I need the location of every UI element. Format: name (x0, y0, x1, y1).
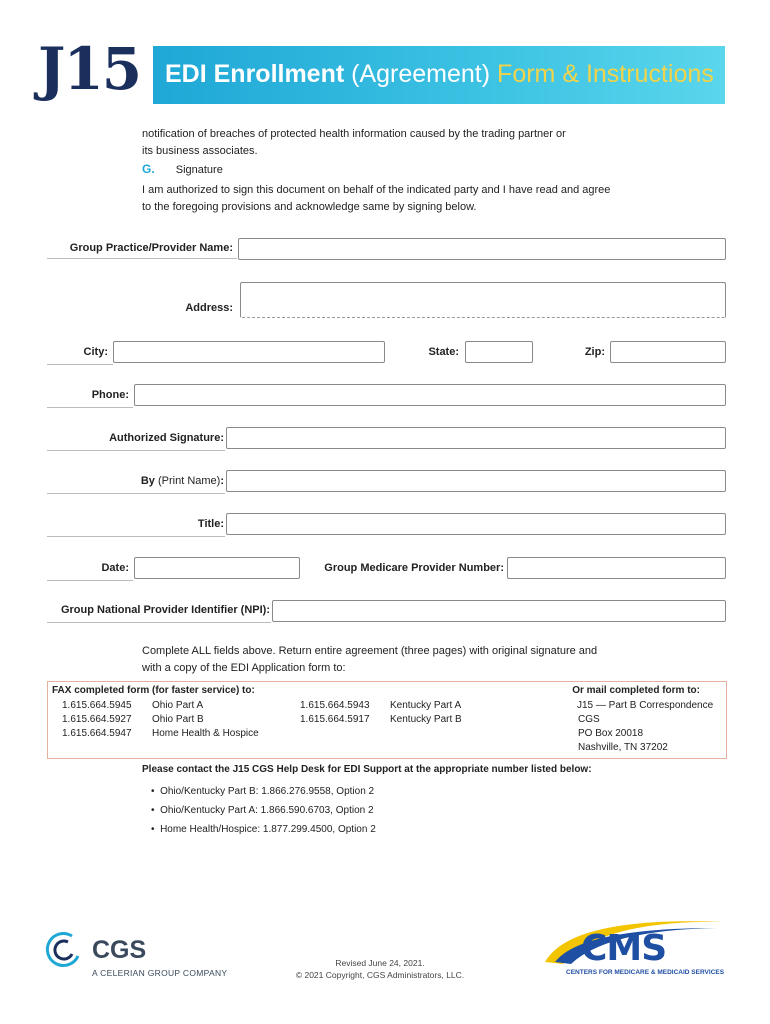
medicare-number-label: Group Medicare Provider Number: (324, 562, 504, 574)
fax-label: Ohio Part B (152, 714, 204, 725)
helpdesk-item: • Home Health/Hospice: 1.877.299.4500, Option 2 (151, 824, 376, 835)
cgs-logo-subtitle: A CELERIAN GROUP COMPANY (92, 968, 228, 978)
group-name-label: Group Practice/Provider Name: (69, 242, 233, 254)
print-name-label (141, 475, 224, 487)
fax-label: Kentucky Part A (390, 700, 462, 711)
mail-line: PO Box 20018 (578, 728, 644, 739)
city-field[interactable] (113, 341, 385, 363)
state-label: State: (428, 346, 459, 358)
fax-mail-box (47, 681, 727, 759)
colon: : (220, 475, 224, 487)
auth-line: to the foregoing provisions and acknowledge same by signing below. (142, 201, 477, 213)
cgs-logo-text: CGS (92, 936, 147, 964)
intro-line: notification of breaches of protected health information caused by the trading partner or (142, 128, 566, 140)
fax-label: Kentucky Part B (390, 714, 462, 725)
divider (47, 622, 271, 623)
helpdesk-item: • Ohio/Kentucky Part B: 1.866.276.9558, Option 2 (151, 786, 375, 797)
instructions-line: Complete ALL fields above. Return entire agreement (three pages) with original signature and (142, 645, 598, 657)
mail-address (577, 699, 713, 755)
section-heading (142, 161, 223, 179)
section-letter: G. (142, 162, 155, 176)
city-label: City: (83, 346, 108, 358)
address-label: Address: (185, 302, 233, 314)
helpdesk-text: Ohio/Kentucky Part B: 1.866.276.9558, Option 2 (160, 786, 375, 797)
mail-line: Nashville, TN 37202 (578, 742, 668, 753)
mail-line: J15 — Part B Correspondence (577, 700, 714, 711)
divider (47, 450, 225, 451)
fax-number: 1.615.664.5943 (300, 700, 370, 711)
fax-list-1 (62, 699, 259, 741)
cms-subtitle: CENTERS FOR MEDICARE & MEDICAID SERVICES (566, 969, 725, 976)
title-bold: EDI Enrollment (165, 60, 345, 88)
section-title: Signature (175, 164, 223, 176)
title-label: Title: (197, 518, 224, 530)
helpdesk-text: Ohio/Kentucky Part A: 1.866.590.6703, Option 2 (160, 805, 374, 816)
helpdesk-list (151, 782, 376, 839)
mail-line: CGS (578, 714, 600, 725)
fax-list-2 (300, 699, 462, 727)
title-bar (153, 46, 725, 104)
address-field[interactable] (240, 282, 726, 318)
helpdesk-item: • Ohio/Kentucky Part A: 1.866.590.6703, Option 2 (151, 805, 374, 816)
revised-date: Revised June 24, 2021. (335, 958, 425, 968)
instructions (142, 643, 597, 677)
group-name-field[interactable] (238, 238, 726, 260)
intro-text (142, 126, 566, 160)
fax-number: 1.615.664.5917 (300, 714, 370, 725)
by-label: By (140, 475, 155, 487)
print-name-hint: (Print Name) (157, 475, 221, 487)
state-field[interactable] (465, 341, 533, 363)
divider (47, 364, 113, 365)
cms-logo (541, 912, 726, 980)
footer-center (280, 957, 480, 981)
j15-logo: J15 (38, 35, 141, 103)
fax-label: Home Health & Hospice (152, 728, 259, 739)
signature-field[interactable] (226, 427, 726, 449)
print-name-field[interactable] (226, 470, 726, 492)
phone-label: Phone: (91, 389, 129, 401)
divider (47, 493, 225, 494)
title-rest: Form & Instructions (497, 60, 714, 88)
divider (47, 407, 133, 408)
npi-field[interactable] (272, 600, 726, 622)
intro-line: its business associates. (142, 145, 258, 157)
divider (47, 536, 225, 537)
divider (47, 580, 133, 581)
cms-text: CMS (581, 928, 667, 969)
fax-number: 1.615.664.5947 (62, 728, 132, 739)
instructions-line: with a copy of the EDI Application form to: (142, 662, 346, 674)
helpdesk-heading: Please contact the J15 CGS Help Desk for EDI Support at the appropriate number listed below: (142, 764, 592, 775)
zip-label: Zip: (584, 346, 605, 358)
phone-field[interactable] (134, 384, 726, 406)
npi-label: Group National Provider Identifier (NPI): (60, 604, 270, 616)
date-field[interactable] (134, 557, 300, 579)
mail-heading: Or mail completed form to: (572, 685, 700, 696)
zip-field[interactable] (610, 341, 726, 363)
fax-number: 1.615.664.5945 (62, 700, 132, 711)
cgs-logo-icon (44, 930, 84, 970)
date-label: Date: (101, 562, 129, 574)
title-field[interactable] (226, 513, 726, 535)
copyright: © 2021 Copyright, CGS Administrators, LLC. (295, 970, 465, 980)
medicare-number-field[interactable] (507, 557, 726, 579)
title-paren: (Agreement) (351, 60, 491, 88)
helpdesk-text: Home Health/Hospice: 1.877.299.4500, Option 2 (160, 824, 376, 835)
authorization-text (142, 182, 610, 216)
fax-label: Ohio Part A (152, 700, 204, 711)
fax-number: 1.615.664.5927 (62, 714, 132, 725)
fax-heading: FAX completed form (for faster service) to: (52, 685, 255, 696)
signature-label: Authorized Signature: (109, 432, 224, 444)
divider (47, 258, 237, 259)
auth-line: I am authorized to sign this document on behalf of the indicated party and I have read and agree (142, 184, 611, 196)
